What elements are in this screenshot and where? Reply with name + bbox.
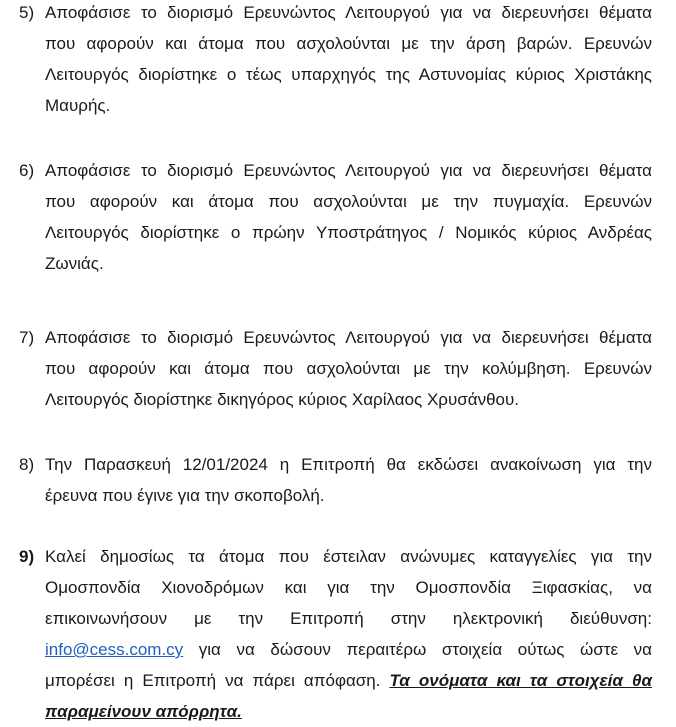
item-text (45, 0, 652, 121)
text-line: Αποφάσισε το διορισμό Ερευνώντος Λειτουργού για να διερευνήσει θέματα (45, 3, 652, 22)
text-line: Καλεί δημοσίως τα άτομα που έστειλαν ανώνυμες καταγγελίες για την (45, 547, 652, 566)
item-text (45, 322, 652, 415)
item-number: 6) (19, 161, 35, 180)
text-line: που αφορούν και άτομα που ασχολούνται με την πυγμαχία. Ερευνών (45, 192, 652, 211)
item-number: 8) (19, 455, 35, 474)
email-link[interactable]: info@cess.com.cy (45, 640, 184, 659)
text-line: που αφορούν και άτομα που ασχολούνται με την κολύμβηση. Ερευνών (45, 359, 652, 378)
text-line (45, 665, 652, 696)
text-line: που αφορούν και άτομα που ασχολούνται με την άρση βαρών. Ερευνών (45, 34, 652, 53)
text-line: Την Παρασκευή 12/01/2024 η Επιτροπή θα εκδώσει ανακοίνωση για την (45, 455, 652, 474)
item-text (45, 449, 652, 511)
text-line (45, 634, 652, 665)
text-line: Λειτουργός διορίστηκε ο τέως υπαρχηγός της Αστυνομίας κύριος Χριστάκης (45, 65, 652, 84)
item-text (45, 155, 652, 279)
text-line (45, 696, 652, 727)
item-number: 9) (19, 547, 35, 566)
text-line: Λειτουργός διορίστηκε ο πρώην Υποστράτηγος / Νομικός κύριος Ανδρέας (45, 223, 652, 242)
text-line: έρευνα που έγινε για την σκοποβολή. (45, 486, 325, 505)
text-line: Αποφάσισε το διορισμό Ερευνώντος Λειτουργού για να διερευνήσει θέματα (45, 328, 652, 347)
item-text (45, 541, 652, 727)
confidentiality-notice: παραμείνουν απόρρητα. (45, 702, 242, 721)
text-line: επικοινωνήσουν με την Επιτροπή στην ηλεκτρονική διεύθυνση: (45, 609, 652, 628)
text-line: Λειτουργός διορίστηκε δικηγόρος κύριος Χαρίλαος Χρυσάνθου. (45, 390, 519, 409)
text-segment: για να δώσουν περαιτέρω στοιχεία ούτως ώστε να (183, 640, 652, 659)
item-number: 7) (19, 328, 35, 347)
item-number: 5) (19, 3, 35, 22)
confidentiality-notice: Τα ονόματα και τα στοιχεία θα (389, 671, 652, 690)
text-line: Ζωνιάς. (45, 254, 104, 273)
text-line: Αποφάσισε το διορισμό Ερευνώντος Λειτουργού για να διερευνήσει θέματα (45, 161, 652, 180)
text-line: Ομοσπονδία Χιονοδρόμων και για την Ομοσπονδία Ξιφασκίας, να (45, 578, 652, 597)
text-segment: μπορέσει η Επιτροπή να πάρει απόφαση. (45, 671, 390, 690)
text-line: Μαυρής. (45, 96, 111, 115)
